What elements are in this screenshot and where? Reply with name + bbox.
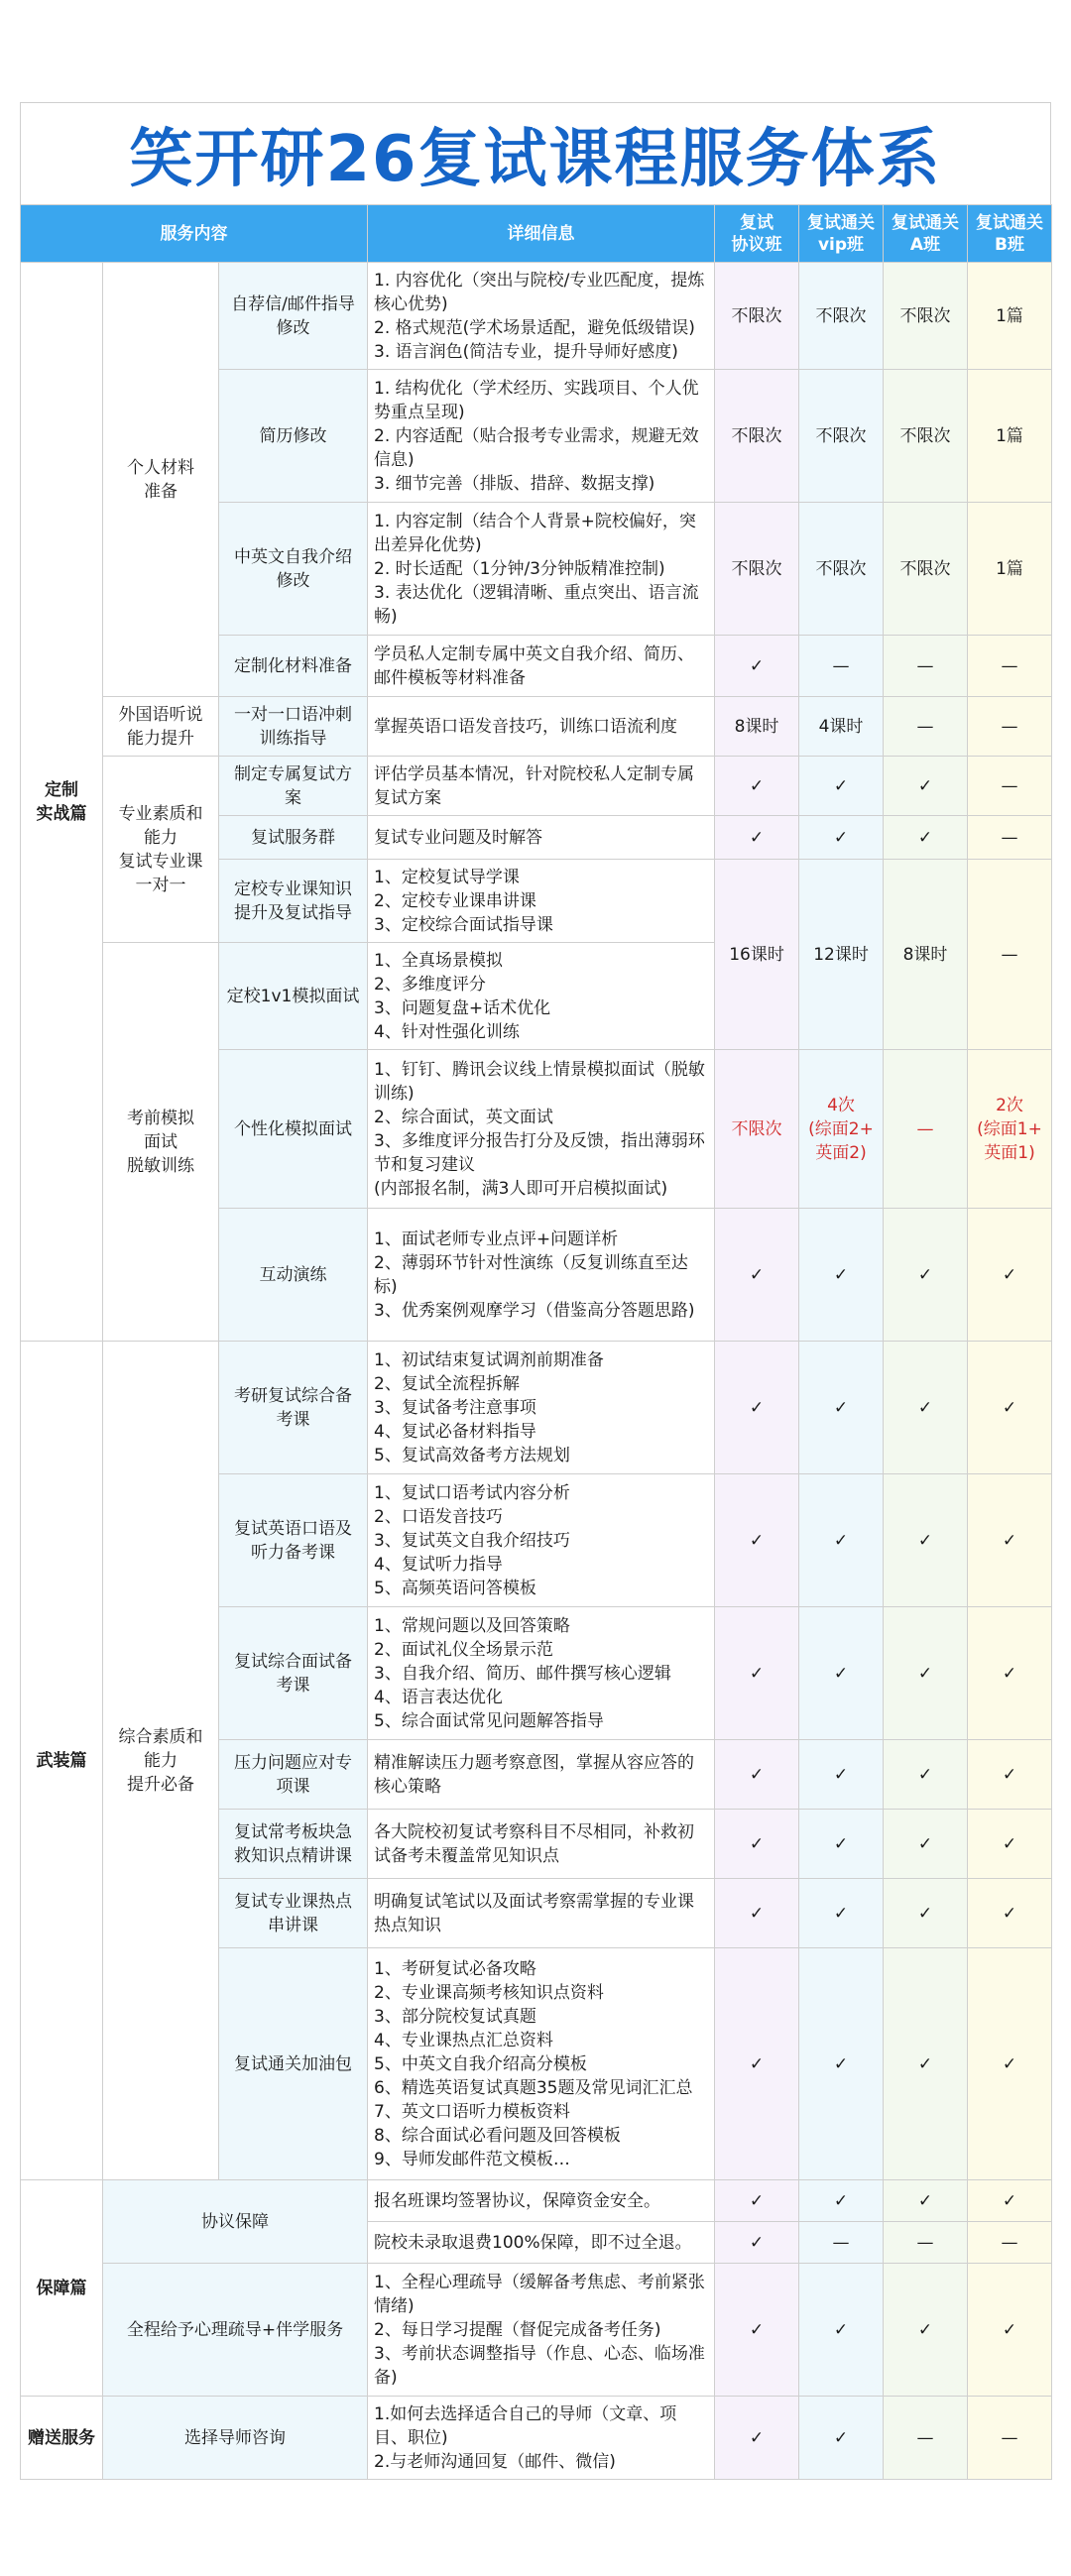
item-cell: 定校专业课知识 提升及复试指导	[219, 860, 368, 943]
value-col2: ✓	[799, 1810, 884, 1879]
value-col2: 不限次	[799, 503, 884, 636]
value-col4: —	[968, 757, 1052, 816]
header-col1: 复试 协议班	[715, 205, 799, 263]
value-col3: ✓	[884, 1948, 968, 2180]
value-col2: 4课时	[799, 697, 884, 757]
value-col1: ✓	[715, 2222, 799, 2264]
value-col2-merged: 12课时	[799, 860, 884, 1050]
value-col4: ✓	[968, 2180, 1052, 2222]
value-col2: ✓	[799, 1474, 884, 1607]
item-cell: 复试英语口语及 听力备考课	[219, 1474, 368, 1607]
value-col1: ✓	[715, 1948, 799, 2180]
header-col3: 复试通关 A班	[884, 205, 968, 263]
detail-cell: 各大院校初复试考察科目不尽相同，补救初试备考未覆盖常见知识点	[368, 1810, 715, 1879]
value-col1: ✓	[715, 1810, 799, 1879]
value-col4-merged: —	[968, 860, 1052, 1050]
value-col2: 不限次	[799, 263, 884, 370]
value-col2: ✓	[799, 816, 884, 860]
service-table-page	[20, 102, 1051, 2480]
detail-cell: 1、复试口语考试内容分析 2、口语发音技巧 3、复试英文自我介绍技巧 4、复试听力指导 5、高频英语问答模板	[368, 1474, 715, 1607]
table-row	[21, 2397, 1052, 2480]
value-col3: ✓	[884, 1342, 968, 1474]
value-col1: ✓	[715, 2397, 799, 2480]
value-col1: ✓	[715, 2180, 799, 2222]
value-col2: —	[799, 2222, 884, 2264]
value-col1: 不限次	[715, 503, 799, 636]
item-cell: 复试专业课热点 串讲课	[219, 1879, 368, 1948]
value-col4: —	[968, 697, 1052, 757]
value-col1: ✓	[715, 1607, 799, 1740]
detail-cell: 院校未录取退费100%保障，即不过全退。	[368, 2222, 715, 2264]
value-col4: —	[968, 636, 1052, 697]
detail-cell: 1.如何去选择适合自己的导师（文章、项目、职位) 2.与老师沟通回复（邮件、微信)	[368, 2397, 715, 2480]
item-cell: 压力问题应对专 项课	[219, 1740, 368, 1810]
item-cell: 一对一口语冲刺 训练指导	[219, 697, 368, 757]
detail-cell: 评估学员基本情况，针对院校私人定制专属复试方案	[368, 757, 715, 816]
item-cell: 个性化模拟面试	[219, 1050, 368, 1209]
value-col1: 不限次	[715, 1050, 799, 1209]
value-col3: ✓	[884, 1209, 968, 1342]
item-cell: 复试常考板块急 救知识点精讲课	[219, 1810, 368, 1879]
value-col4: —	[968, 816, 1052, 860]
value-col1: ✓	[715, 636, 799, 697]
value-col2: —	[799, 636, 884, 697]
value-col4: 1篇	[968, 263, 1052, 370]
value-col1-merged: 16课时	[715, 860, 799, 1050]
value-col2: ✓	[799, 1209, 884, 1342]
page-title: 笑开研26复试课程服务体系	[20, 102, 1051, 204]
value-col3: ✓	[884, 2180, 968, 2222]
header-service: 服务内容	[21, 205, 368, 263]
item-cell: 互动演练	[219, 1209, 368, 1342]
header-col2: 复试通关 vip班	[799, 205, 884, 263]
value-col4: —	[968, 2397, 1052, 2480]
value-col1: ✓	[715, 757, 799, 816]
value-col3: ✓	[884, 2264, 968, 2397]
table-row	[21, 2264, 1052, 2397]
detail-cell: 1、全程心理疏导（缓解备考焦虑、考前紧张情绪) 2、每日学习提醒（督促完成备考任务) 3、考前状态调整指导（作息、心态、临场准备)	[368, 2264, 715, 2397]
detail-cell: 学员私人定制专属中英文自我介绍、简历、邮件模板等材料准备	[368, 636, 715, 697]
detail-cell: 1、钉钉、腾讯会议线上情景模拟面试（脱敏训练) 2、综合面试，英文面试 3、多维度评分报告打分及反馈，指出薄弱环节和复习建议 (内部报名制，满3人即可开启模拟面试)	[368, 1050, 715, 1209]
item-cell: 中英文自我介绍 修改	[219, 503, 368, 636]
value-col2: ✓	[799, 1948, 884, 2180]
section-wuzhuang: 武装篇	[21, 1342, 103, 2180]
item-cell: 简历修改	[219, 370, 368, 503]
value-col2: ✓	[799, 1342, 884, 1474]
service-table	[20, 204, 1052, 2480]
group-comprehensive-ability: 综合素质和 能力 提升必备	[103, 1342, 219, 2180]
value-col1: ✓	[715, 2264, 799, 2397]
detail-cell: 明确复试笔试以及面试考察需掌握的专业课热点知识	[368, 1879, 715, 1948]
item-cell: 考研复试综合备 考课	[219, 1342, 368, 1474]
value-col4: ✓	[968, 1740, 1052, 1810]
item-cell: 复试通关加油包	[219, 1948, 368, 2180]
value-col1: ✓	[715, 1879, 799, 1948]
value-col1: 8课时	[715, 697, 799, 757]
section-dingzhi: 定制 实战篇	[21, 263, 103, 1342]
value-col2: ✓	[799, 1607, 884, 1740]
value-col4: ✓	[968, 1209, 1052, 1342]
group-advisor: 选择导师咨询	[103, 2397, 368, 2480]
value-col1: ✓	[715, 1474, 799, 1607]
value-col4: ✓	[968, 2264, 1052, 2397]
value-col2: 不限次	[799, 370, 884, 503]
header-row	[21, 205, 1052, 263]
value-col3: —	[884, 697, 968, 757]
table-row	[21, 2180, 1052, 2222]
value-col3: ✓	[884, 1474, 968, 1607]
group-mock-interview: 考前模拟 面试 脱敏训练	[103, 943, 219, 1342]
group-personal-material: 个人材料 准备	[103, 263, 219, 697]
value-col4: ✓	[968, 1474, 1052, 1607]
value-col3: —	[884, 2397, 968, 2480]
value-col4: ✓	[968, 1607, 1052, 1740]
value-col3: ✓	[884, 1879, 968, 1948]
detail-cell: 1、全真场景模拟 2、多维度评分 3、问题复盘+话术优化 4、针对性强化训练	[368, 943, 715, 1050]
value-col2: ✓	[799, 1740, 884, 1810]
value-col3: 不限次	[884, 503, 968, 636]
header-col4: 复试通关 B班	[968, 205, 1052, 263]
detail-cell: 1、定校复试导学课 2、定校专业课串讲课 3、定校综合面试指导课	[368, 860, 715, 943]
detail-cell: 报名班课均签署协议，保障资金安全。	[368, 2180, 715, 2222]
value-col1: 不限次	[715, 370, 799, 503]
value-col3: —	[884, 636, 968, 697]
value-col3: ✓	[884, 1740, 968, 1810]
item-cell: 自荐信/邮件指导 修改	[219, 263, 368, 370]
value-col4: ✓	[968, 1810, 1052, 1879]
value-col4: 1篇	[968, 370, 1052, 503]
value-col3: —	[884, 2222, 968, 2264]
value-col3: ✓	[884, 1810, 968, 1879]
value-col3: —	[884, 1050, 968, 1209]
value-col3-merged: 8课时	[884, 860, 968, 1050]
value-col1: ✓	[715, 816, 799, 860]
detail-cell: 1、常规问题以及回答策略 2、面试礼仪全场景示范 3、自我介绍、简历、邮件撰写核心逻辑 4、语言表达优化 5、综合面试常见问题解答指导	[368, 1607, 715, 1740]
value-col3: ✓	[884, 816, 968, 860]
value-col4: 2次 (综面1+ 英面1)	[968, 1050, 1052, 1209]
detail-cell: 掌握英语口语发音技巧，训练口语流利度	[368, 697, 715, 757]
value-col3: ✓	[884, 1607, 968, 1740]
value-col1: ✓	[715, 1209, 799, 1342]
value-col2: ✓	[799, 2264, 884, 2397]
detail-cell: 1. 内容优化（突出与院校/专业匹配度，提炼核心优势) 2. 格式规范(学术场景适配，避免低级错误) 3. 语言润色(简洁专业，提升导师好感度)	[368, 263, 715, 370]
table-row	[21, 263, 1052, 370]
detail-cell: 1、初试结束复试调剂前期准备 2、复试全流程拆解 3、复试备考注意事项 4、复试必备材料指导 5、复试高效备考方法规划	[368, 1342, 715, 1474]
detail-cell: 1、面试老师专业点评+问题详析 2、薄弱环节针对性演练（反复训练直至达标) 3、优秀案例观摩学习（借鉴高分答题思路)	[368, 1209, 715, 1342]
value-col2: ✓	[799, 2180, 884, 2222]
item-cell: 复试综合面试备 考课	[219, 1607, 368, 1740]
group-psych-support: 全程给予心理疏导+伴学服务	[103, 2264, 368, 2397]
value-col4: 1篇	[968, 503, 1052, 636]
value-col4: ✓	[968, 1948, 1052, 2180]
value-col2: 4次 (综面2+ 英面2)	[799, 1050, 884, 1209]
value-col3: ✓	[884, 757, 968, 816]
detail-cell: 精准解读压力题考察意图，掌握从容应答的核心策略	[368, 1740, 715, 1810]
value-col4: ✓	[968, 1879, 1052, 1948]
item-cell: 定制化材料准备	[219, 636, 368, 697]
value-col3: 不限次	[884, 370, 968, 503]
value-col3: 不限次	[884, 263, 968, 370]
detail-cell: 1. 结构优化（学术经历、实践项目、个人优势重点呈现) 2. 内容适配（贴合报考专业需求，规避无效信息) 3. 细节完善（排版、措辞、数据支撑)	[368, 370, 715, 503]
section-baozhang: 保障篇	[21, 2180, 103, 2397]
value-col4: —	[968, 2222, 1052, 2264]
header-detail: 详细信息	[368, 205, 715, 263]
table-row	[21, 697, 1052, 757]
value-col2: ✓	[799, 757, 884, 816]
table-row	[21, 1342, 1052, 1474]
item-cell: 复试服务群	[219, 816, 368, 860]
value-col1: 不限次	[715, 263, 799, 370]
group-foreign-language: 外国语听说 能力提升	[103, 697, 219, 757]
group-agreement: 协议保障	[103, 2180, 368, 2264]
value-col2: ✓	[799, 2397, 884, 2480]
detail-cell: 复试专业问题及时解答	[368, 816, 715, 860]
section-zengsong: 赠送服务	[21, 2397, 103, 2480]
item-cell: 定校1v1模拟面试	[219, 943, 368, 1050]
item-cell: 制定专属复试方 案	[219, 757, 368, 816]
detail-cell: 1. 内容定制（结合个人背景+院校偏好，突出差异化优势) 2. 时长适配（1分钟/3分钟版精准控制) 3. 表达优化（逻辑清晰、重点突出、语言流畅)	[368, 503, 715, 636]
group-professional-one-on-one: 专业素质和 能力 复试专业课 一对一	[103, 757, 219, 943]
table-row	[21, 757, 1052, 816]
value-col2: ✓	[799, 1879, 884, 1948]
value-col1: ✓	[715, 1342, 799, 1474]
value-col4: ✓	[968, 1342, 1052, 1474]
value-col1: ✓	[715, 1740, 799, 1810]
detail-cell: 1、考研复试必备攻略 2、专业课高频考核知识点资料 3、部分院校复试真题 4、专业课热点汇总资料 5、中英文自我介绍高分模板 6、精选英语复试真题35题及常见词汇汇总 7、英文口语听力模板资料 8、综合面试必看问题及回答模板 9、导师发邮件范文模板…	[368, 1948, 715, 2180]
